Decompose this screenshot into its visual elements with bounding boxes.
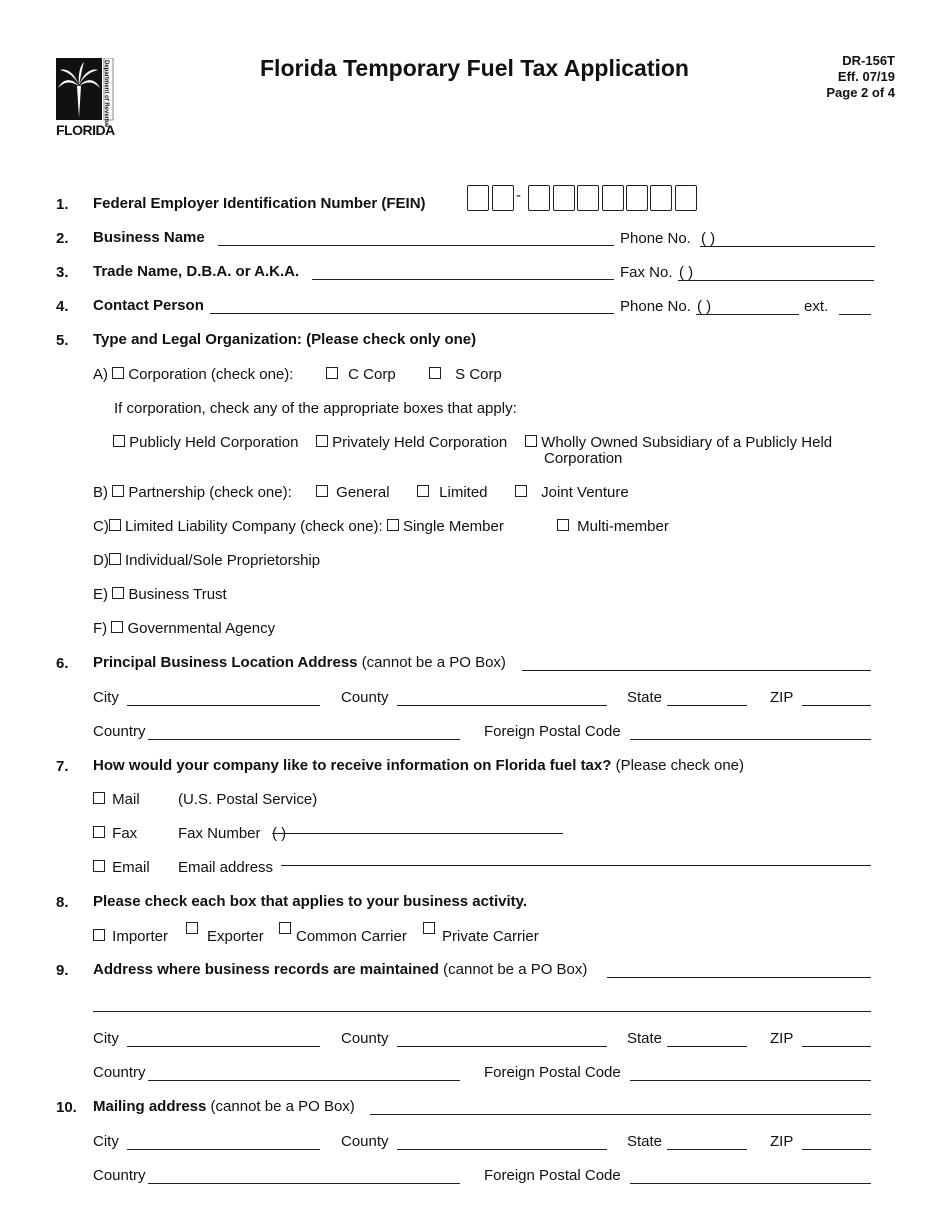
fein-digit-box[interactable] [553,185,575,211]
business-name-label: Business Name [93,229,205,246]
private-carrier-label: Private Carrier [442,928,539,945]
email-checkbox[interactable] [93,860,105,872]
page-title: Florida Temporary Fuel Tax Application [260,55,689,81]
wholly-owned-option [525,434,832,451]
privately-held-label: Privately Held Corporation [332,434,508,451]
mailing-address-field[interactable] [370,1114,871,1115]
zip-label: ZIP [770,689,794,706]
limited-label: Limited [439,484,488,501]
wholly-owned-label-cont: Corporation [544,450,623,467]
receive-info-label [93,757,744,774]
option-d-row [93,552,320,569]
mailing-address-label [93,1098,355,1115]
fax-number-area-code: ( ) [272,825,287,842]
multi-member-option [557,518,669,535]
option-d-prefix: D) [93,552,109,569]
trade-name-field[interactable] [312,279,614,280]
fein-dash: - [516,187,521,204]
fax-area-code: ( ) [679,264,694,281]
records-address-field-line2[interactable] [93,1011,871,1012]
governmental-agency-label: Governmental Agency [127,620,276,637]
private-carrier-option [423,921,435,938]
mailing-city-label: City [93,1133,119,1150]
contact-phone-field[interactable] [696,314,799,315]
c-corp-label: C Corp [348,366,396,383]
s-corp-label: S Corp [455,366,502,383]
item-number: 6. [56,655,69,672]
form-number: DR-156T [842,53,895,68]
wholly-owned-checkbox[interactable] [525,435,537,447]
item-number: 4. [56,298,69,315]
general-label: General [336,484,390,501]
county-field[interactable] [397,705,607,706]
effective-date: Eff. 07/19 [837,69,895,84]
principal-address-field[interactable] [522,670,871,671]
mailing-county-label: County [341,1133,389,1150]
records-county-field[interactable] [397,1046,607,1047]
fein-digit-box[interactable] [492,185,514,211]
phone-area-code: ( ) [701,230,716,247]
item-number: 2. [56,230,69,247]
records-foreign-postal-field[interactable] [630,1080,871,1081]
records-address-bold: Address where business records are maintained [93,961,439,978]
item-number: 7. [56,758,69,775]
general-option [316,484,390,501]
foreign-postal-field[interactable] [630,739,871,740]
importer-option [93,928,168,945]
mailing-state-label: State [627,1133,663,1150]
records-po-note: (cannot be a PO Box) [443,961,588,978]
mailing-zip-label: ZIP [770,1133,794,1150]
county-label: County [341,689,389,706]
contact-phone-label: Phone No. [620,298,691,315]
wholly-owned-label: Wholly Owned Subsidiary of a Publicly Held [541,434,833,451]
florida-dor-logo [56,58,116,140]
importer-checkbox[interactable] [93,929,105,941]
city-field[interactable] [127,705,320,706]
ext-field[interactable] [839,314,871,315]
fein-digit-box[interactable] [467,185,489,211]
c-corp-option [326,366,396,383]
email-address-label: Email address [178,859,274,876]
option-e-prefix: E) [93,586,108,603]
publicly-held-label: Publicly Held Corporation [129,434,299,451]
multi-member-label: Multi-member [577,518,669,535]
records-county-label: County [341,1030,389,1047]
option-a-row [93,366,293,383]
principal-address-bold: Principal Business Location Address [93,654,358,671]
state-field[interactable] [667,705,747,706]
records-address-label [93,961,587,978]
fax-number-label: Fax Number [178,825,261,842]
private-carrier-checkbox[interactable] [423,922,435,934]
records-zip-field[interactable] [802,1046,871,1047]
corporation-checkbox[interactable] [112,367,124,379]
option-f-prefix: F) [93,620,108,637]
joint-venture-option [515,484,629,501]
multi-member-checkbox[interactable] [557,519,569,531]
records-city-field[interactable] [127,1046,320,1047]
contact-phone-area-code: ( ) [697,298,712,315]
llc-label: Limited Liability Company (check one): [125,518,383,535]
joint-venture-checkbox[interactable] [515,485,527,497]
option-b-row [93,484,292,501]
country-field[interactable] [148,739,460,740]
mailing-foreign-postal-label: Foreign Postal Code [484,1167,621,1184]
partnership-label: Partnership (check one): [128,484,292,501]
type-heading: Type and Legal Organization: (Please check only one) [93,331,477,348]
option-b-prefix: B) [93,484,108,501]
option-e-row [93,586,227,603]
fein-digit-box[interactable] [528,185,550,211]
fax-option [93,825,137,842]
phone-label: Phone No. [620,230,691,247]
business-trust-checkbox[interactable] [112,587,124,599]
foreign-postal-label: Foreign Postal Code [484,723,621,740]
common-carrier-option [279,921,291,938]
country-label: Country [93,723,146,740]
common-carrier-label: Common Carrier [296,928,407,945]
records-state-label: State [627,1030,663,1047]
single-member-label: Single Member [402,518,504,535]
fax-label: Fax No. [620,264,673,281]
item-number: 8. [56,894,69,911]
contact-person-field[interactable] [210,313,614,314]
mailing-state-field[interactable] [667,1149,747,1150]
fein-label: Federal Employer Identification Number (FEIN) [93,195,426,212]
mail-label: Mail [112,791,140,808]
option-c-prefix: C) [93,518,109,535]
exporter-label: Exporter [207,928,264,945]
fax-checkbox[interactable] [93,826,105,838]
publicly-held-option [113,434,298,451]
receive-info-bold: How would your company like to receive information on Florida fuel tax? [93,757,612,774]
records-zip-label: ZIP [770,1030,794,1047]
mailing-zip-field[interactable] [802,1149,871,1150]
item-number: 10. [56,1099,77,1116]
records-country-field[interactable] [148,1080,460,1081]
business-trust-label: Business Trust [128,586,227,603]
mailing-po-note: (cannot be a PO Box) [210,1098,355,1115]
s-corp-checkbox[interactable] [429,367,441,379]
fein-digit-box[interactable] [577,185,599,211]
privately-held-checkbox[interactable] [316,435,328,447]
joint-venture-label: Joint Venture [541,484,629,501]
email-option [93,859,150,876]
mail-checkbox[interactable] [93,792,105,804]
contact-person-label: Contact Person [93,297,204,314]
business-name-field[interactable] [218,245,614,246]
principal-address-label [93,654,506,671]
c-corp-checkbox[interactable] [326,367,338,379]
mailing-country-label: Country [93,1167,146,1184]
item-number: 5. [56,332,69,349]
partnership-checkbox[interactable] [112,485,124,497]
page-number: Page 2 of 4 [826,85,895,100]
form-id-block [826,53,895,101]
privately-held-option [316,434,507,451]
fein-digit-box[interactable] [602,185,624,211]
sole-proprietorship-label: Individual/Sole Proprietorship [125,552,321,569]
importer-label: Importer [112,928,169,945]
fein-digit-box[interactable] [650,185,672,211]
single-member-checkbox[interactable] [387,519,399,531]
records-foreign-postal-label: Foreign Postal Code [484,1064,621,1081]
state-label: State [627,689,663,706]
phone-field[interactable] [700,246,875,247]
item-number: 1. [56,196,69,213]
records-address-field[interactable] [607,977,871,978]
option-a-prefix: A) [93,366,108,383]
receive-info-note: (Please check one) [615,757,744,774]
mailing-foreign-postal-field[interactable] [630,1183,871,1184]
email-option-label: Email [112,859,150,876]
mailing-country-field[interactable] [148,1183,460,1184]
governmental-agency-checkbox[interactable] [111,621,123,633]
ext-label: ext. [804,298,829,315]
trade-name-label: Trade Name, D.B.A. or A.K.A. [93,263,300,280]
records-country-label: Country [93,1064,146,1081]
general-checkbox[interactable] [316,485,328,497]
fax-field[interactable] [678,280,874,281]
fax-number-field[interactable] [272,833,563,834]
limited-option [417,484,488,501]
activity-heading: Please check each box that applies to your business activity. [93,893,528,910]
po-box-note: (cannot be a PO Box) [361,654,506,671]
city-label: City [93,689,119,706]
email-address-field[interactable] [281,865,871,866]
records-city-label: City [93,1030,119,1047]
mail-option [93,791,140,808]
mail-note: (U.S. Postal Service) [178,791,318,808]
fein-digit-box[interactable] [675,185,697,211]
item-number: 9. [56,962,69,979]
exporter-checkbox[interactable] [186,922,198,934]
mailing-city-field[interactable] [127,1149,320,1150]
dept-label: Department of Revenue [103,60,109,128]
corp-note: If corporation, check any of the appropriate boxes that apply: [114,400,517,417]
publicly-held-checkbox[interactable] [113,435,125,447]
mailing-address-bold: Mailing address [93,1098,207,1115]
common-carrier-checkbox[interactable] [279,922,291,934]
llc-checkbox[interactable] [109,519,121,531]
s-corp-option [429,366,502,383]
exporter-option [186,921,198,938]
florida-wordmark: FLORIDA [56,122,115,138]
fein-digit-box[interactable] [626,185,648,211]
option-c-row [93,518,504,535]
fax-option-label: Fax [112,825,138,842]
limited-checkbox[interactable] [417,485,429,497]
item-number: 3. [56,264,69,281]
option-f-row [93,620,275,637]
sole-proprietorship-checkbox[interactable] [109,553,121,565]
corporation-label: Corporation (check one): [128,366,294,383]
zip-field[interactable] [802,705,871,706]
records-state-field[interactable] [667,1046,747,1047]
mailing-county-field[interactable] [397,1149,607,1150]
